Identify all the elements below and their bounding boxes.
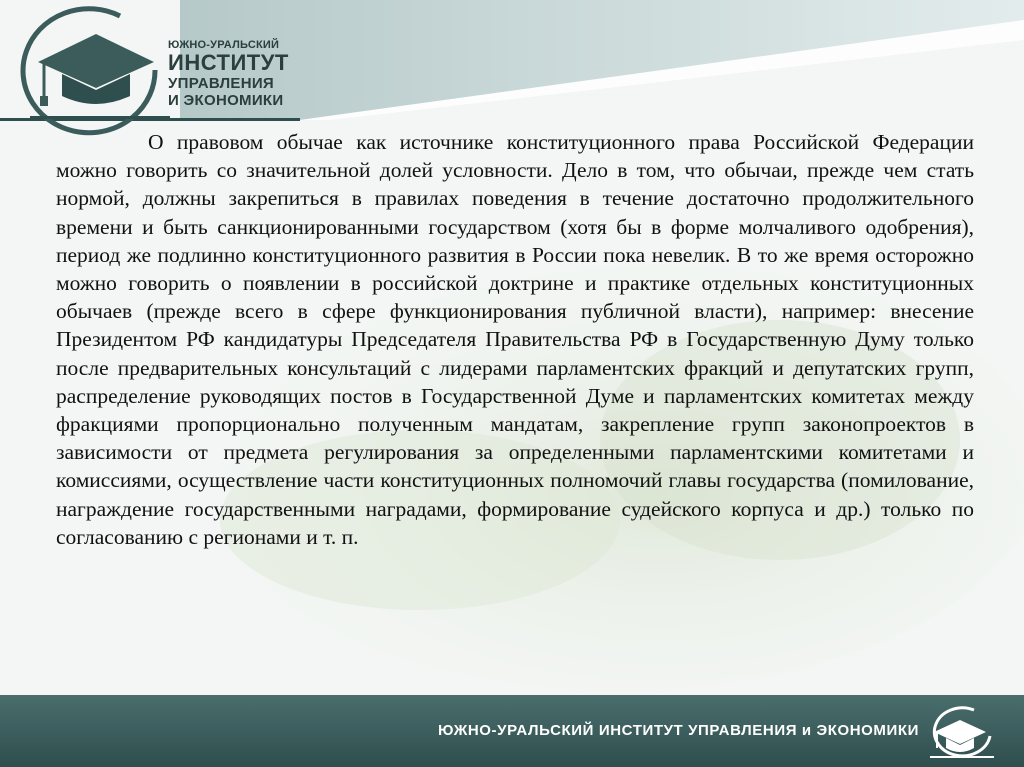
graduation-cap-icon [0, 0, 170, 140]
logo-line-1: ЮЖНО-УРАЛЬСКИЙ [168, 39, 280, 51]
body-paragraph: О правовом обычае как источнике конституционного права Российской Федерации можно говорить со значительной долей условности. Дело в том, что обычаи, прежде чем стать нормой, должны закрепиться в правилах поведения в течение достаточно продолжительного времени и быть санкционированными государством (хотя бы в форме молчаливого одобрения), период же подлинно конституционного развития в России пока невелик. В то же время осторожно можно говорить о появлении в российской доктрине и практике отдельных конституционных обычаев (прежде всего в сфере функционирования публичной власти), например: внесение Президентом РФ кандидатуры Председателя Правительства РФ в Государственную Думу только после предварительных консультаций с лидерами парламентских фракций и депутатских групп, распределение руководящих постов в Государственной Думе и парламентских комитетах между фракциями пропорционально полученным мандатам, закрепление групп законопроектов в зависимости от предмета регулирования за определенными парламентскими комитетами и комиссиями, осуществление части конституционных полномочий главы государства (помилование, награждение государственными наградами, формирование судейского корпуса и др.) только по согласованию с регионами и т. п. [56, 130, 974, 549]
institute-logo [0, 0, 300, 140]
footer-graduation-cap-icon [920, 702, 1000, 762]
logo-line-2: ИНСТИТУТ [168, 50, 289, 75]
logo-text [168, 40, 289, 108]
logo-line-3: УПРАВЛЕНИЯ [168, 75, 275, 92]
footer-text: ЮЖНО-УРАЛЬСКИЙ ИНСТИТУТ УПРАВЛЕНИЯ и ЭКОНОМИКИ [438, 722, 920, 739]
logo-line-4: И ЭКОНОМИКИ [168, 92, 284, 109]
